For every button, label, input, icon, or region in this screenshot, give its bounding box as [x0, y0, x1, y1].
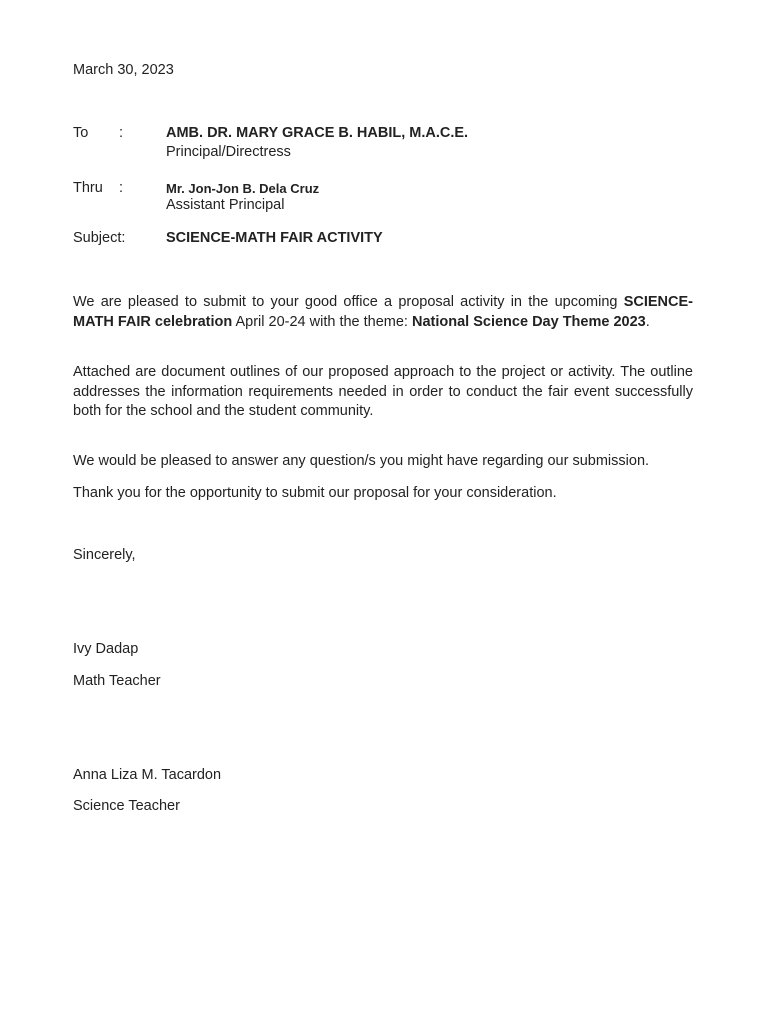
thru-title: Assistant Principal [166, 197, 285, 213]
thru-name: Mr. Jon-Jon B. Dela Cruz [166, 181, 320, 196]
subject-value: SCIENCE-MATH FAIR ACTIVITY [166, 230, 383, 246]
thru-colon: : [119, 180, 124, 196]
to-colon: : [119, 125, 124, 141]
recipient-name: AMB. DR. MARY GRACE B. HABIL, M.A.C.E. [166, 125, 469, 141]
letter-date: March 30, 2023 [73, 62, 174, 78]
signatory-1-name: Ivy Dadap [73, 641, 139, 657]
signatory-1-role: Math Teacher [73, 673, 161, 689]
closing: Sincerely, [73, 547, 136, 563]
body-paragraph-1: We are pleased to submit to your good office a proposal activity in the upcoming SCIENCE-MATH FAIR celebration April 20-24 with the theme: National Science Day Theme 2023. [73, 294, 693, 330]
recipient-title: Principal/Directress [166, 144, 291, 160]
body-paragraph-4: Thank you for the opportunity to submit our proposal for your consideration. [73, 485, 557, 501]
signatory-2-role: Science Teacher [73, 798, 180, 814]
body-paragraph-3: We would be pleased to answer any question/s you might have regarding our submission. [73, 453, 650, 469]
to-label: To [73, 125, 89, 141]
body-paragraph-2: Attached are document outlines of our proposed approach to the project or activity. The outline addresses the information requirements needed in order to conduct the fair event successfully both for the school and the student community. [73, 364, 693, 419]
subject-label: Subject: [73, 230, 126, 246]
thru-label: Thru [73, 180, 103, 196]
signatory-2-name: Anna Liza M. Tacardon [73, 767, 222, 783]
